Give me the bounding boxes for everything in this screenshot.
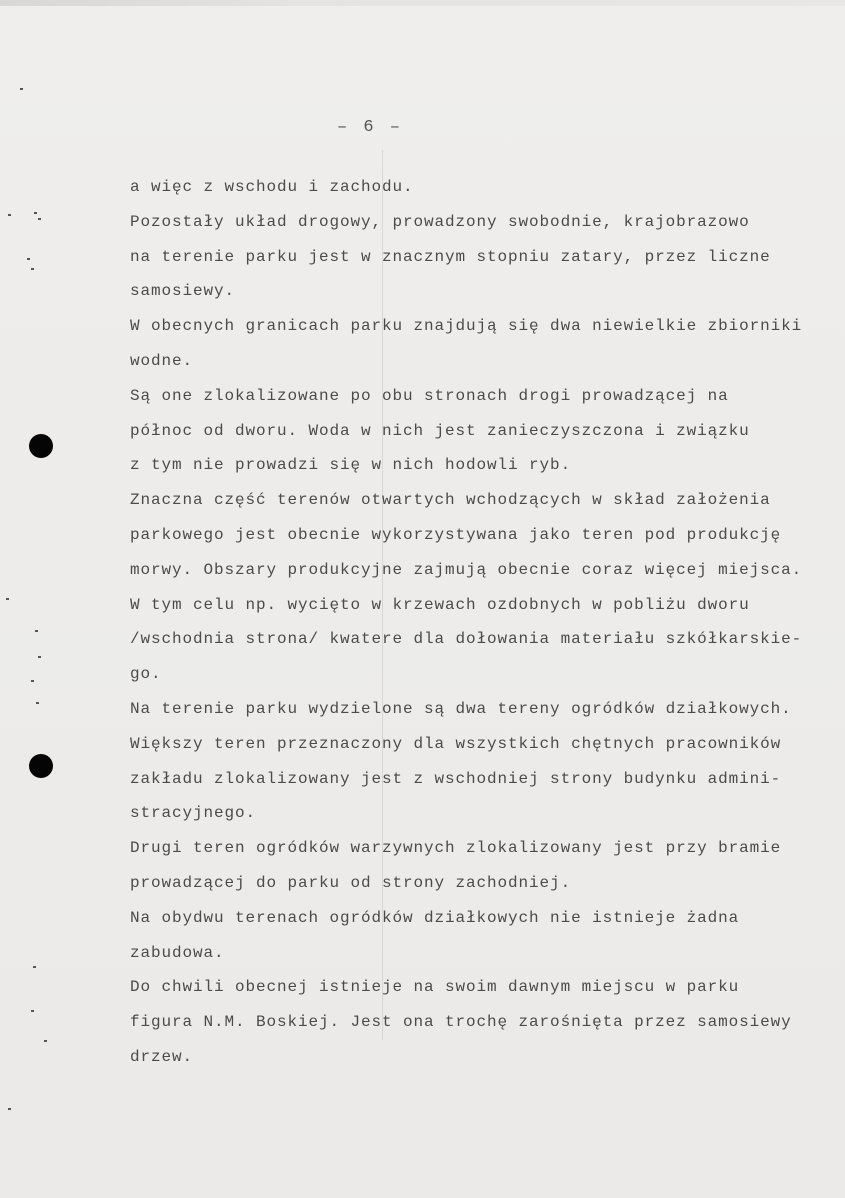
text-line: stracyjnego. [130,804,257,823]
text-line: północ od dworu. Woda w nich jest zanieczyszczona i związku [130,421,750,440]
margin-speck [31,1010,34,1012]
margin-speck [35,630,38,632]
text-line: Do chwili obecnej istnieje na swoim dawnym miejscu w parku [130,978,740,997]
text-line: Są one zlokalizowane po obu stronach drogi prowadzącej na [130,386,729,405]
margin-speck [38,218,41,220]
page-top-edge [0,0,845,6]
text-line: z tym nie prowadzi się w nich hodowli ryb. [130,456,572,475]
text-line: morwy. Obszary produkcyjne zajmują obecnie coraz więcej miejsca. [130,560,803,579]
text-line: W obecnych granicach parku znajdują się dwa niewielkie zbiorniki [130,317,803,336]
text-line: figura N.M. Boskiej. Jest ona trochę zarośnięta przez samosiewy [130,1013,792,1032]
margin-speck [31,680,34,682]
margin-speck [27,258,30,260]
margin-speck [6,598,9,600]
margin-speck [33,966,36,968]
page-number: – 6 – [336,118,403,137]
text-line: a więc z wschodu i zachodu. [130,178,414,196]
text-line: Większy teren przeznaczony dla wszystkich chętnych pracowników [130,734,782,753]
text-line: parkowego jest obecnie wykorzystywana jako teren pod produkcję [130,525,782,544]
margin-speck [36,702,39,704]
margin-speck [20,88,23,90]
text-line: go. [130,665,162,684]
text-line: Na obydwu terenach ogródków działkowych nie istnieje żadna [130,908,740,927]
body-text [130,170,820,1075]
text-line: Na terenie parku wydzielone są dwa tereny ogródków działkowych. [130,699,792,718]
margin-speck [38,656,41,658]
text-line: samosiewy. [130,282,236,301]
punch-hole-top [29,434,53,458]
margin-speck [44,1040,47,1042]
margin-speck [8,214,11,216]
margin-speck [34,212,37,214]
text-line: prowadzącej do parku od strony zachodniej. [130,873,572,892]
text-line: wodne. [130,351,194,370]
margin-speck [31,268,34,270]
text-line: Znaczna część terenów otwartych wchodzących w skład założenia [130,491,771,510]
text-line: /wschodnia strona/ kwatere dla dołowania materiału szkółkarskie- [130,630,803,649]
text-line: Drugi teren ogródków warzywnych zlokalizowany jest przy bramie [130,839,782,858]
punch-hole-bottom [29,754,53,778]
text-line: zakładu zlokalizowany jest z wschodniej strony budynku admini- [130,769,782,788]
text-line: Pozostały układ drogowy, prowadzony swobodnie, krajobrazowo [130,212,750,231]
margin-speck [8,1108,11,1110]
text-line: W tym celu np. wycięto w krzewach ozdobnych w pobliżu dworu [130,595,750,614]
text-line: zabudowa. [130,943,225,962]
text-line: drzew. [130,1047,194,1066]
text-line: na terenie parku jest w znacznym stopniu zatary, przez liczne [130,247,771,266]
